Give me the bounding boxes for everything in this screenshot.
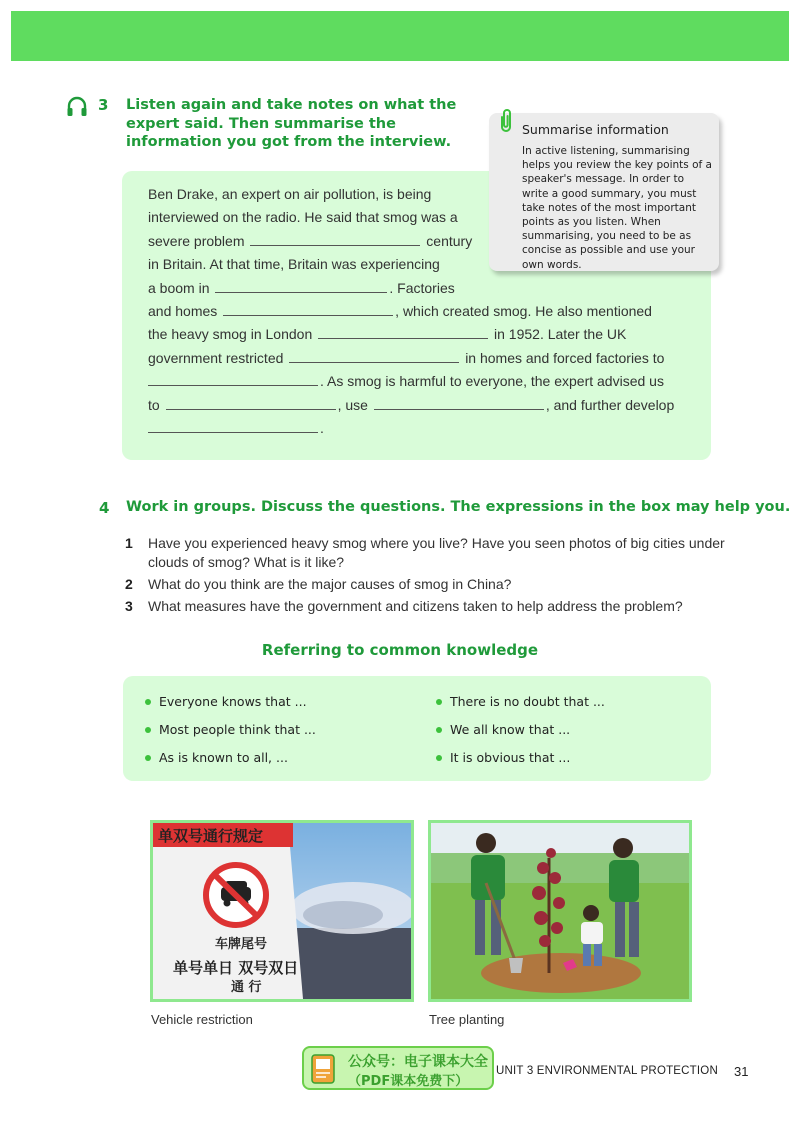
blank-line[interactable] bbox=[250, 231, 420, 246]
photo-caption: Tree planting bbox=[429, 1012, 505, 1027]
vehicle-restriction-illustration bbox=[153, 823, 411, 999]
bullet-icon bbox=[436, 727, 442, 733]
passage-segment: to bbox=[148, 396, 160, 413]
blank-line[interactable] bbox=[374, 395, 544, 410]
expression-text: It is obvious that ... bbox=[450, 750, 571, 765]
passage-segment: in homes and forced factories to bbox=[465, 349, 665, 366]
watermark-text: 公众号：电子课本大全 bbox=[348, 1054, 488, 1070]
passage-segment: , and further develop bbox=[545, 396, 675, 413]
exercise-instruction: Listen again and take notes on what the expert said. Then summarise the information you got from the interview. bbox=[126, 97, 457, 150]
tip-title: Summarise information bbox=[522, 122, 669, 137]
expression-item bbox=[145, 750, 288, 765]
tree-planting-illustration bbox=[431, 823, 689, 999]
expression-item bbox=[436, 750, 570, 765]
passage-segment: . bbox=[320, 420, 324, 437]
expression-text: As is known to all, ... bbox=[159, 750, 288, 765]
exercise-instruction: Work in groups. Discuss the questions. The expressions in the box may help you. bbox=[126, 499, 791, 515]
passage-segment: and homes bbox=[148, 303, 218, 320]
blank-line[interactable] bbox=[289, 348, 459, 363]
passage-segment: century bbox=[426, 232, 473, 249]
passage-segment: Ben Drake, an expert on air pollution, is being bbox=[148, 186, 432, 202]
sign-bottom-text: 单号单日 双号双日 bbox=[173, 959, 299, 977]
expression-text: Most people think that ... bbox=[159, 722, 316, 737]
blank-line[interactable] bbox=[148, 418, 318, 433]
discussion-questions bbox=[125, 534, 725, 619]
bullet-icon bbox=[145, 699, 151, 705]
question-text: Have you experienced heavy smog where you live? Have you seen photos of big cities under clouds of smog? What is it like? bbox=[148, 535, 725, 570]
bullet-icon bbox=[145, 755, 151, 761]
page-number: 31 bbox=[734, 1064, 749, 1079]
passage-segment: . Factories bbox=[389, 279, 455, 296]
blank-line[interactable] bbox=[148, 371, 318, 386]
bullet-icon bbox=[145, 727, 151, 733]
expression-text: There is no doubt that ... bbox=[450, 694, 605, 709]
blank-line[interactable] bbox=[223, 301, 393, 316]
expression-text: Everyone knows that ... bbox=[159, 694, 307, 709]
tip-body: In active listening, summarising helps you review the key points of a speaker's message. In order to write a good summary, you must take notes of the most important points as you listen. When summarising, you need to be as concise as possible and use your own words. bbox=[522, 145, 712, 271]
expression-item bbox=[145, 722, 316, 737]
sign-top-text: 单双号通行规定 bbox=[158, 827, 264, 845]
unit-label: UNIT 3 ENVIRONMENTAL PROTECTION bbox=[496, 1065, 718, 1077]
expression-text: We all know that ... bbox=[450, 722, 571, 737]
expression-item bbox=[436, 694, 605, 709]
question-number: 2 bbox=[125, 576, 133, 592]
question-text: What measures have the government and citizens taken to help address the problem? bbox=[148, 598, 683, 614]
question-number: 1 bbox=[125, 535, 133, 551]
sign-extra-text: 通 行 bbox=[231, 980, 262, 995]
question-text: What do you think are the major causes of smog in China? bbox=[148, 576, 512, 592]
list-item bbox=[125, 575, 725, 594]
passage-segment: the heavy smog in London bbox=[148, 326, 313, 343]
paperclip-icon bbox=[497, 107, 515, 133]
list-item bbox=[125, 534, 725, 572]
passage-segment: interviewed on the radio. He said that smog was a bbox=[148, 209, 458, 226]
passage-segment: a boom in bbox=[148, 279, 210, 296]
passage-segment: . As smog is harmful to everyone, the expert advised us bbox=[320, 373, 664, 390]
expression-item bbox=[145, 694, 307, 709]
blank-line[interactable] bbox=[215, 278, 387, 293]
passage-segment: government restricted bbox=[148, 349, 284, 366]
passage-segment: , use bbox=[337, 396, 368, 413]
watermark-badge bbox=[302, 1046, 494, 1090]
photo-caption: Vehicle restriction bbox=[151, 1012, 253, 1027]
expressions-title: Referring to common knowledge bbox=[261, 641, 539, 659]
passage-segment: in Britain. At that time, Britain was experiencing bbox=[148, 256, 440, 273]
tip-note bbox=[489, 113, 719, 271]
vehicle-restriction-photo bbox=[150, 820, 414, 1002]
expression-item bbox=[436, 722, 570, 737]
watermark-text: （PDF课本免费下） bbox=[348, 1074, 469, 1089]
bullet-icon bbox=[436, 699, 442, 705]
exercise-number: 4 bbox=[99, 499, 110, 517]
blank-line[interactable] bbox=[318, 324, 488, 339]
passage-segment: , which created smog. He also mentioned bbox=[395, 303, 652, 320]
passage-segment: in 1952. Later the UK bbox=[494, 326, 627, 343]
expressions-box bbox=[123, 676, 711, 781]
header-band bbox=[11, 11, 789, 61]
sign-mid-text: 车牌尾号 bbox=[215, 937, 268, 952]
question-number: 3 bbox=[125, 598, 133, 614]
headphones-icon bbox=[66, 96, 88, 118]
tree-planting-photo bbox=[428, 820, 692, 1002]
list-item bbox=[125, 597, 725, 616]
bullet-icon bbox=[436, 755, 442, 761]
book-icon bbox=[310, 1053, 336, 1085]
exercise-number: 3 bbox=[98, 96, 109, 114]
blank-line[interactable] bbox=[166, 395, 336, 410]
passage-segment: severe problem bbox=[148, 232, 245, 249]
